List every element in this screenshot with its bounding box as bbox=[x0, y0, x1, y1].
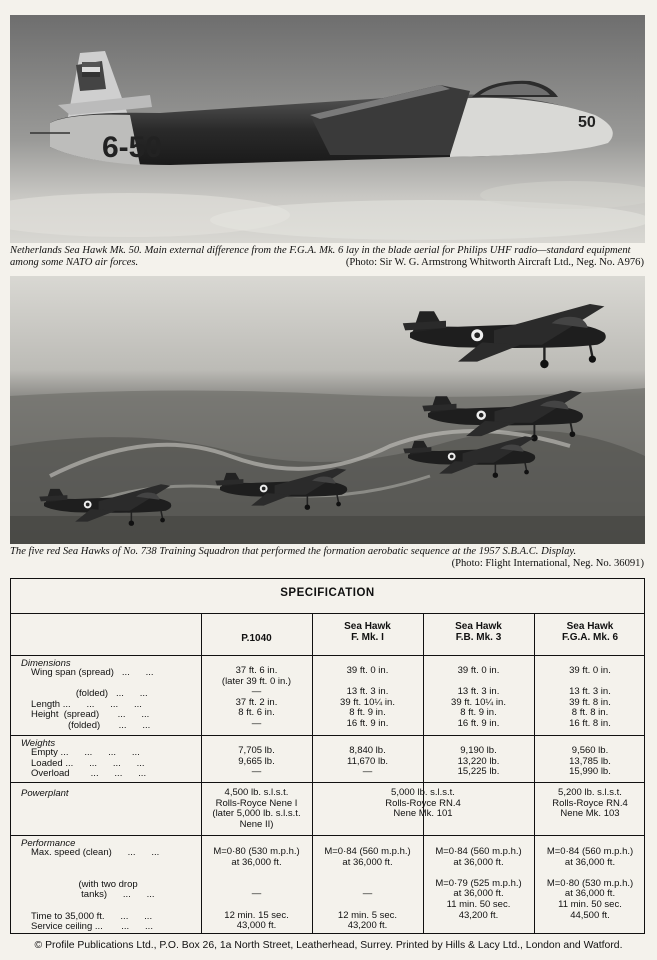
column-header-p1040: P.1040 bbox=[241, 633, 272, 644]
performance-fga-mk6: M=0·84 (560 m.p.h.) at 36,000 ft. M=0·80 (530 m.p.h.) at 36,000 ft. 11 min. 50 sec. 44,500 ft. bbox=[546, 846, 634, 921]
section-powerplant: Powerplant bbox=[21, 788, 69, 799]
performance-p1040: M=0·80 (530 m.p.h.) at 36,000 ft. — 12 min. 15 sec. 43,000 ft. bbox=[213, 846, 300, 932]
performance-fb-mk3: M=0·84 (560 m.p.h.) at 36,000 ft. M=0·79 (525 m.p.h.) at 36,000 ft. 11 min. 50 sec. 43,200 ft. bbox=[435, 846, 522, 921]
photo-sea-hawk-mk50 bbox=[10, 15, 645, 243]
caption-photo-1-credit: (Photo: Sir W. G. Armstrong Whitworth Aircraft Ltd., Neg. No. A976) bbox=[345, 257, 644, 268]
weights-p1040: 7,705 lb. 9,665 lb. — bbox=[238, 745, 275, 778]
powerplant-p1040: 4,500 lb. s.l.s.t. Rolls-Royce Nene I (later 5,000 lb. s.l.s.t. Nene II) bbox=[212, 787, 301, 830]
rule-powerplant-bottom bbox=[11, 835, 644, 836]
caption-photo-2-text: The five red Sea Hawks of No. 738 Training Squadron that performed the formation aerobatic sequence at the 1957 S.B.A.C. Display. bbox=[10, 546, 577, 557]
rule-header-top bbox=[11, 613, 644, 614]
nose-code-marking: 50 bbox=[578, 114, 596, 131]
powerplant-f-mk1-fb-mk3: 5,000 lb. s.l.s.t. Rolls-Royce RN.4 Nene Mk. 101 bbox=[385, 787, 461, 820]
performance-labels: Max. speed (clean) ... ... (with two drop tanks) ... ... Time to 35,000 ft. ... ... Service ceiling ... ... ... bbox=[31, 847, 160, 933]
specification-title: SPECIFICATION bbox=[280, 587, 375, 599]
section-dimensions: Dimensions bbox=[21, 658, 71, 669]
weights-f-mk1: 8,840 lb. 11,670 lb. — bbox=[346, 745, 389, 778]
column-header-f-mk1: Sea Hawk F. Mk. I bbox=[344, 621, 391, 643]
publisher-footer: © Profile Publications Ltd., P.O. Box 26, 1a North Street, Leatherhead, Surrey. Printed by Hills & Lacy Ltd., London and Watford. bbox=[34, 940, 623, 951]
dimensions-fga-mk6: 39 ft. 0 in. 13 ft. 3 in. 39 ft. 8 in. 8 ft. 8 in. 16 ft. 8 in. bbox=[569, 665, 611, 729]
caption-photo-1-text: Netherlands Sea Hawk Mk. 50. Main external difference from the F.G.A. Mk. 6 lay in the blade aerial for Philips UHF radio—standard equipment among some NATO air forces. bbox=[10, 245, 631, 268]
dimensions-fb-mk3: 39 ft. 0 in. 13 ft. 3 in. 39 ft. 10¼ in. 8 ft. 9 in. 16 ft. 9 in. bbox=[451, 665, 506, 729]
dimensions-p1040: 37 ft. 6 in. (later 39 ft. 0 in.) — 37 ft. 2 in. 8 ft. 6 in. — bbox=[221, 665, 292, 729]
caption-photo-2-credit: (Photo: Flight International, Neg. No. 36091) bbox=[451, 558, 644, 569]
performance-f-mk1: M=0·84 (560 m.p.h.) at 36,000 ft. — 12 min. 5 sec. 43,200 ft. bbox=[324, 846, 411, 932]
column-header-fb-mk3: Sea Hawk F.B. Mk. 3 bbox=[455, 621, 502, 643]
powerplant-fga-mk6: 5,200 lb. s.l.s.t. Rolls-Royce RN.4 Nene Mk. 103 bbox=[552, 787, 628, 820]
weights-fb-mk3: 9,190 lb. 13,220 lb. 15,225 lb. bbox=[457, 745, 500, 778]
tail-code-marking: 6-50 bbox=[102, 131, 163, 164]
photo-formation-738-squadron bbox=[10, 276, 645, 544]
section-weights: Weights bbox=[21, 738, 56, 749]
rule-dimensions-bottom bbox=[11, 735, 644, 736]
column-header-fga-mk6: Sea Hawk F.G.A. Mk. 6 bbox=[561, 621, 619, 643]
caption-photo-1 bbox=[10, 245, 646, 269]
caption-photo-2 bbox=[10, 546, 646, 569]
section-performance: Performance bbox=[21, 838, 76, 849]
weights-fga-mk6: 9,560 lb. 13,785 lb. 15,990 lb. bbox=[569, 745, 611, 778]
photo-sea-hawk-mk50-image bbox=[10, 15, 645, 243]
weight-labels: Empty ... ... ... ... Loaded ... ... ... ... Overload ... ... ... bbox=[31, 747, 147, 780]
dimension-labels: Wing span (spread) ... ... (folded) ... ... Length ... ... ... ... Height (spread) ... ... (folded) ... ... bbox=[31, 667, 154, 731]
rule-weights-bottom bbox=[11, 782, 644, 783]
specification-table bbox=[10, 578, 645, 934]
dimensions-f-mk1: 39 ft. 0 in. 13 ft. 3 in. 39 ft. 10¼ in. 8 ft. 9 in. 16 ft. 9 in. bbox=[340, 665, 395, 729]
rule-header-bottom bbox=[11, 655, 644, 656]
photo-formation-image bbox=[10, 276, 645, 544]
